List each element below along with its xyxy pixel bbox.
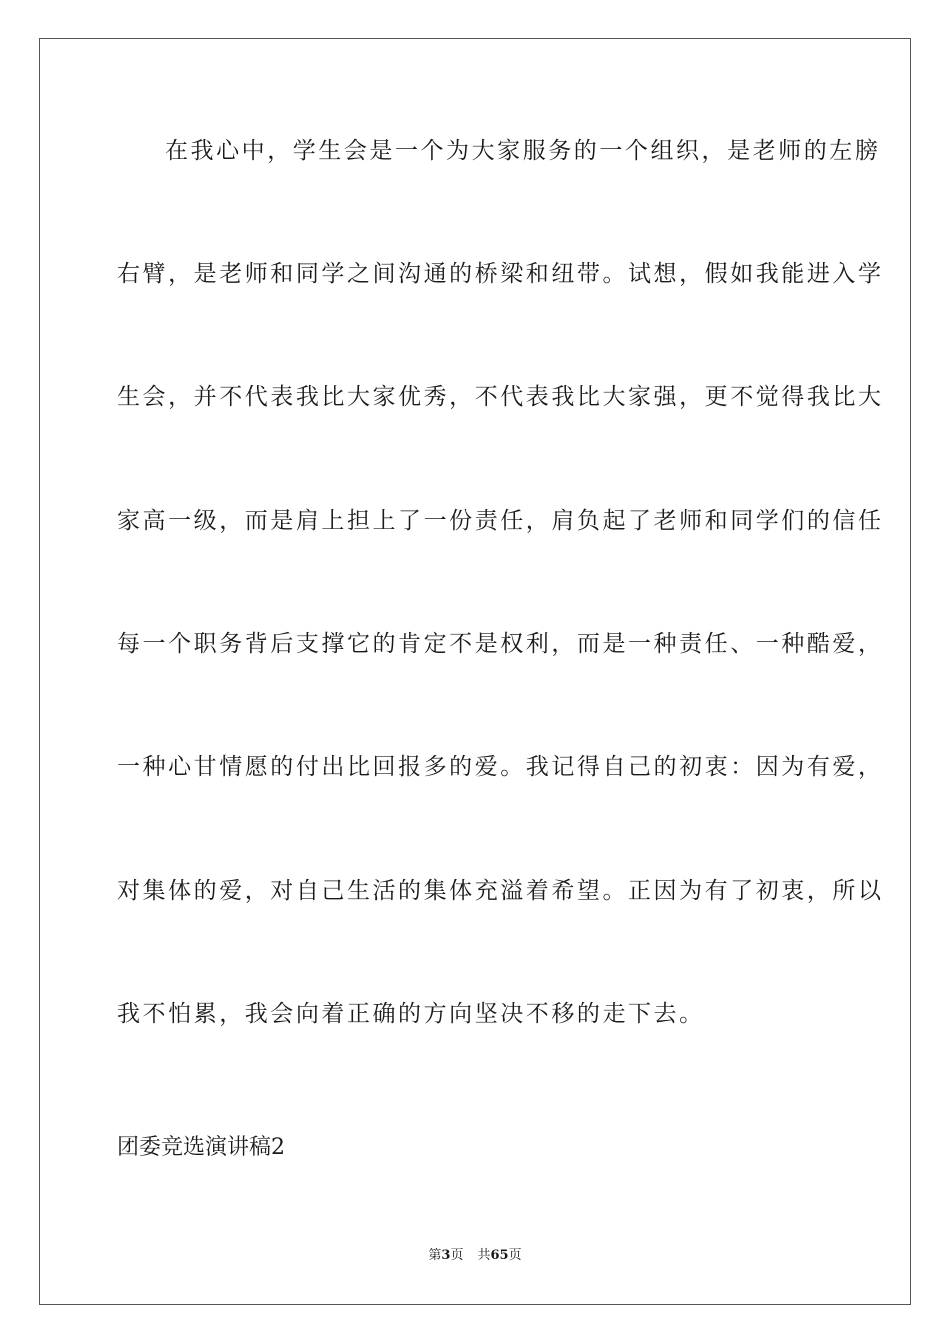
paragraph-line-3: 生会，并不代表我比大家优秀，不代表我比大家强，更不觉得我比大 [117,384,884,410]
page-footer [0,1247,950,1265]
paragraph-line-2: 右臂，是老师和同学之间沟通的桥梁和纽带。试想，假如我能进入学 [117,261,884,287]
page-suffix: 页 [450,1248,464,1263]
page-total: 65 [490,1248,509,1263]
total-prefix: 共 [477,1248,491,1263]
page-border [39,38,911,1305]
total-suffix: 页 [508,1248,522,1263]
paragraph-line-6: 一种心甘情愿的付出比回报多的爱。我记得自己的初衷：因为有爱， [117,754,884,780]
page-current: 3 [441,1248,451,1263]
page-prefix: 第 [428,1248,442,1263]
paragraph-line-5: 每一个职务背后支撑它的肯定不是权利，而是一种责任、一种酷爱， [117,631,884,657]
paragraph-line-8: 我不怕累，我会向着正确的方向坚决不移的走下去。 [117,1001,705,1027]
paragraph-line-4: 家高一级，而是肩上担上了一份责任，肩负起了老师和同学们的信任 [117,508,884,534]
paragraph-line-1: 在我心中，学生会是一个为大家服务的一个组织，是老师的左膀 [165,138,881,164]
section-heading: 团委竞选演讲稿2 [117,1135,285,1160]
paragraph-line-7: 对集体的爱，对自己生活的集体充溢着希望。正因为有了初衷，所以 [117,878,884,904]
